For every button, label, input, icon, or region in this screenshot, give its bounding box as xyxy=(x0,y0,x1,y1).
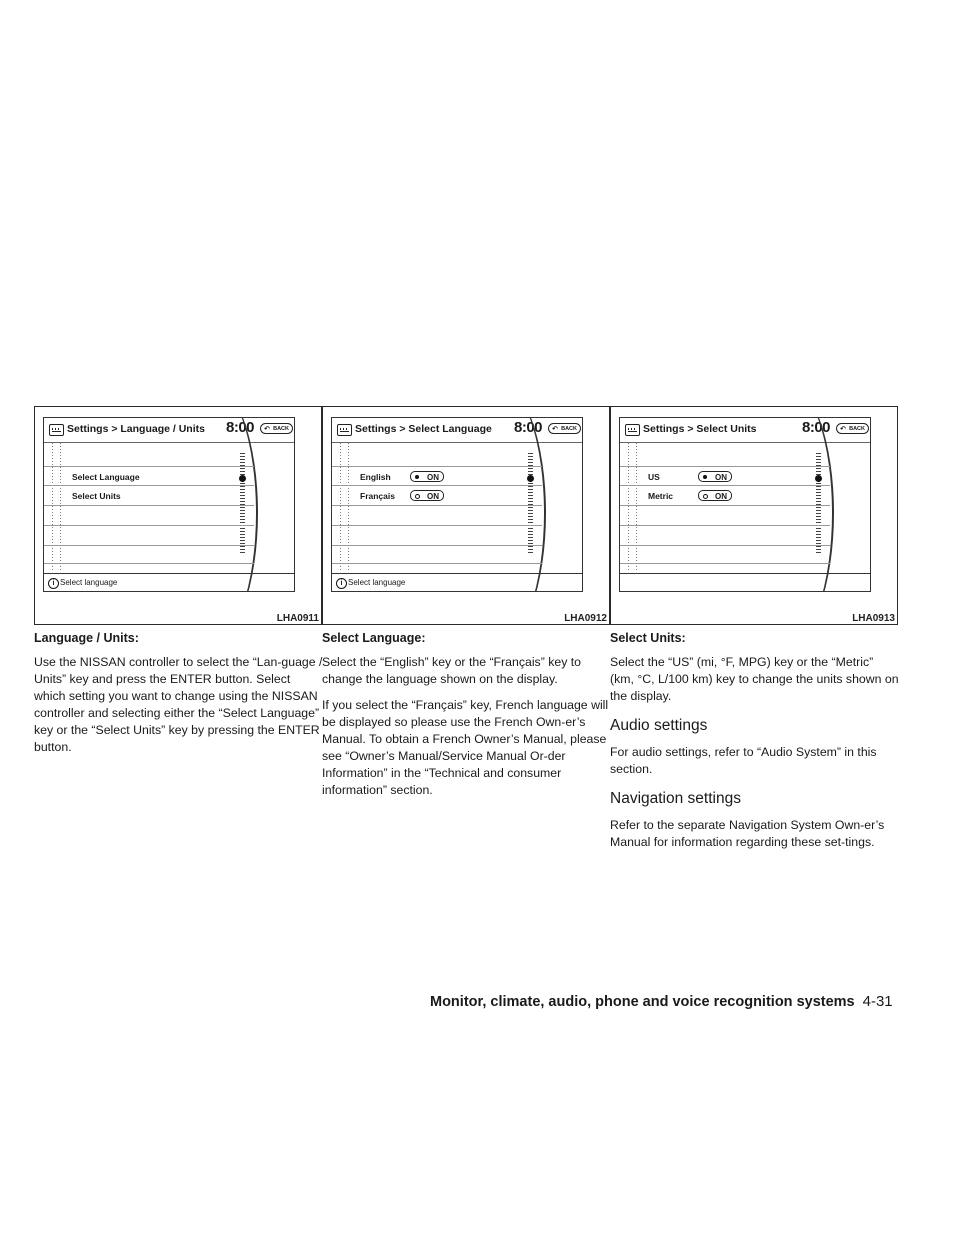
row-divider xyxy=(620,545,830,546)
toggle-label: ON xyxy=(427,473,439,482)
screen-footer xyxy=(332,573,582,591)
menu-item-us[interactable]: US xyxy=(648,472,660,482)
heading-select-language: Select Language: xyxy=(322,631,426,645)
screen-title: Settings > Language / Units xyxy=(67,423,205,435)
screen-footer xyxy=(620,573,870,591)
paragraph: Refer to the separate Navigation System Own-er’s Manual for information regarding these set-tings. xyxy=(610,818,885,849)
back-button[interactable] xyxy=(260,423,293,434)
heading-audio-settings: Audio settings xyxy=(610,717,708,734)
info-icon: i xyxy=(48,578,59,589)
row-divider xyxy=(44,525,254,526)
display-screen xyxy=(43,417,295,592)
row-divider xyxy=(332,485,542,486)
row-divider xyxy=(620,525,830,526)
footer-hint: Select language xyxy=(348,578,406,587)
row-divider xyxy=(44,563,254,564)
back-arrow-icon: ↶ xyxy=(840,426,846,433)
row-divider xyxy=(332,545,542,546)
clock: 8:00 xyxy=(514,419,543,436)
row-divider xyxy=(44,466,254,467)
figure-select-language xyxy=(322,406,610,625)
back-label: BACK xyxy=(273,426,289,432)
figure-code: LHA0912 xyxy=(564,613,607,624)
row-divider xyxy=(332,525,542,526)
menu-icon xyxy=(337,424,352,436)
heading-language-units: Language / Units: xyxy=(34,631,139,645)
toggle-english-on[interactable] xyxy=(410,471,444,482)
menu-list xyxy=(44,443,294,572)
figure-language-units xyxy=(34,406,322,625)
back-button[interactable] xyxy=(548,423,581,434)
toggle-label: ON xyxy=(715,473,727,482)
menu-list xyxy=(620,443,870,572)
dotted-guide xyxy=(628,443,629,572)
back-arrow-icon: ↶ xyxy=(264,426,270,433)
footer-section-title: Monitor, climate, audio, phone and voice recognition systems xyxy=(430,994,855,1010)
dotted-guide xyxy=(636,443,637,572)
paragraph: Select the “US” (mi, °F, MPG) key or the “Metric” (km, °C, L/100 km) key to change the units shown on the display. xyxy=(610,655,899,703)
toggle-francais-on[interactable] xyxy=(410,490,444,501)
info-icon: i xyxy=(336,578,347,589)
column-3 xyxy=(610,406,900,860)
page-footer xyxy=(430,993,893,1010)
clock: 8:00 xyxy=(226,419,255,436)
back-button[interactable] xyxy=(836,423,869,434)
radio-unselected-icon xyxy=(703,494,708,499)
column-1 xyxy=(34,406,324,765)
row-divider xyxy=(332,505,542,506)
scrollbar-track xyxy=(240,453,245,553)
page-number: 4-31 xyxy=(862,993,893,1010)
heading-navigation-settings: Navigation settings xyxy=(610,790,741,807)
menu-item-metric[interactable]: Metric xyxy=(648,491,674,501)
row-divider xyxy=(620,485,830,486)
menu-item-english[interactable]: English xyxy=(360,472,391,482)
paragraph: Select the “English” key or the “Français” key to change the language shown on the display. xyxy=(322,655,582,686)
row-divider xyxy=(620,563,830,564)
dotted-guide xyxy=(52,443,53,572)
screen-title: Settings > Select Units xyxy=(643,423,757,435)
heading-select-units: Select Units: xyxy=(610,631,686,645)
toggle-metric-on[interactable] xyxy=(698,490,732,501)
back-label: BACK xyxy=(561,426,577,432)
radio-selected-icon xyxy=(703,475,707,479)
display-screen xyxy=(331,417,583,592)
scrollbar-track xyxy=(528,453,533,553)
figure-code: LHA0911 xyxy=(276,613,319,624)
back-arrow-icon: ↶ xyxy=(552,426,558,433)
scrollbar-thumb[interactable] xyxy=(239,475,246,482)
column-2 xyxy=(322,406,612,808)
scrollbar-thumb[interactable] xyxy=(815,475,822,482)
dotted-guide xyxy=(348,443,349,572)
display-screen xyxy=(619,417,871,592)
radio-selected-icon xyxy=(415,475,419,479)
toggle-label: ON xyxy=(427,492,439,501)
clock: 8:00 xyxy=(802,419,831,436)
screen-title: Settings > Select Language xyxy=(355,423,492,435)
row-divider xyxy=(44,505,254,506)
menu-list xyxy=(332,443,582,572)
menu-item-francais[interactable]: Français xyxy=(360,491,395,501)
row-divider xyxy=(332,563,542,564)
footer-hint: Select language xyxy=(60,578,118,587)
menu-item-select-units[interactable]: Select Units xyxy=(72,491,121,501)
menu-icon xyxy=(625,424,640,436)
scrollbar-track xyxy=(816,453,821,553)
dotted-guide xyxy=(60,443,61,572)
figure-code: LHA0913 xyxy=(852,613,895,624)
toggle-us-on[interactable] xyxy=(698,471,732,482)
menu-item-select-language[interactable]: Select Language xyxy=(72,472,140,482)
scrollbar-thumb[interactable] xyxy=(527,475,534,482)
paragraph: For audio settings, refer to “Audio System” in this section. xyxy=(610,745,877,776)
row-divider xyxy=(44,545,254,546)
menu-icon xyxy=(49,424,64,436)
figure-select-units xyxy=(610,406,898,625)
row-divider xyxy=(332,466,542,467)
paragraph: If you select the “Français” key, French language will be displayed so please use the French Own-er’s Manual. To obtain a French Owner’s Manual, please see “Owner’s Manual/Service Manual Or-der Information” in the “Technical and consumer information” section. xyxy=(322,698,609,797)
screen-footer xyxy=(44,573,294,591)
radio-unselected-icon xyxy=(415,494,420,499)
row-divider xyxy=(44,485,254,486)
toggle-label: ON xyxy=(715,492,727,501)
row-divider xyxy=(620,466,830,467)
back-label: BACK xyxy=(849,426,865,432)
paragraph: Use the NISSAN controller to select the “Lan-guage / Units” key and press the ENTER button. Select which setting you want to change using the NISSAN controller and selecting either the “Select Language” key or the “Select Units” key by pressing the ENTER button. xyxy=(34,655,323,754)
dotted-guide xyxy=(340,443,341,572)
row-divider xyxy=(620,505,830,506)
